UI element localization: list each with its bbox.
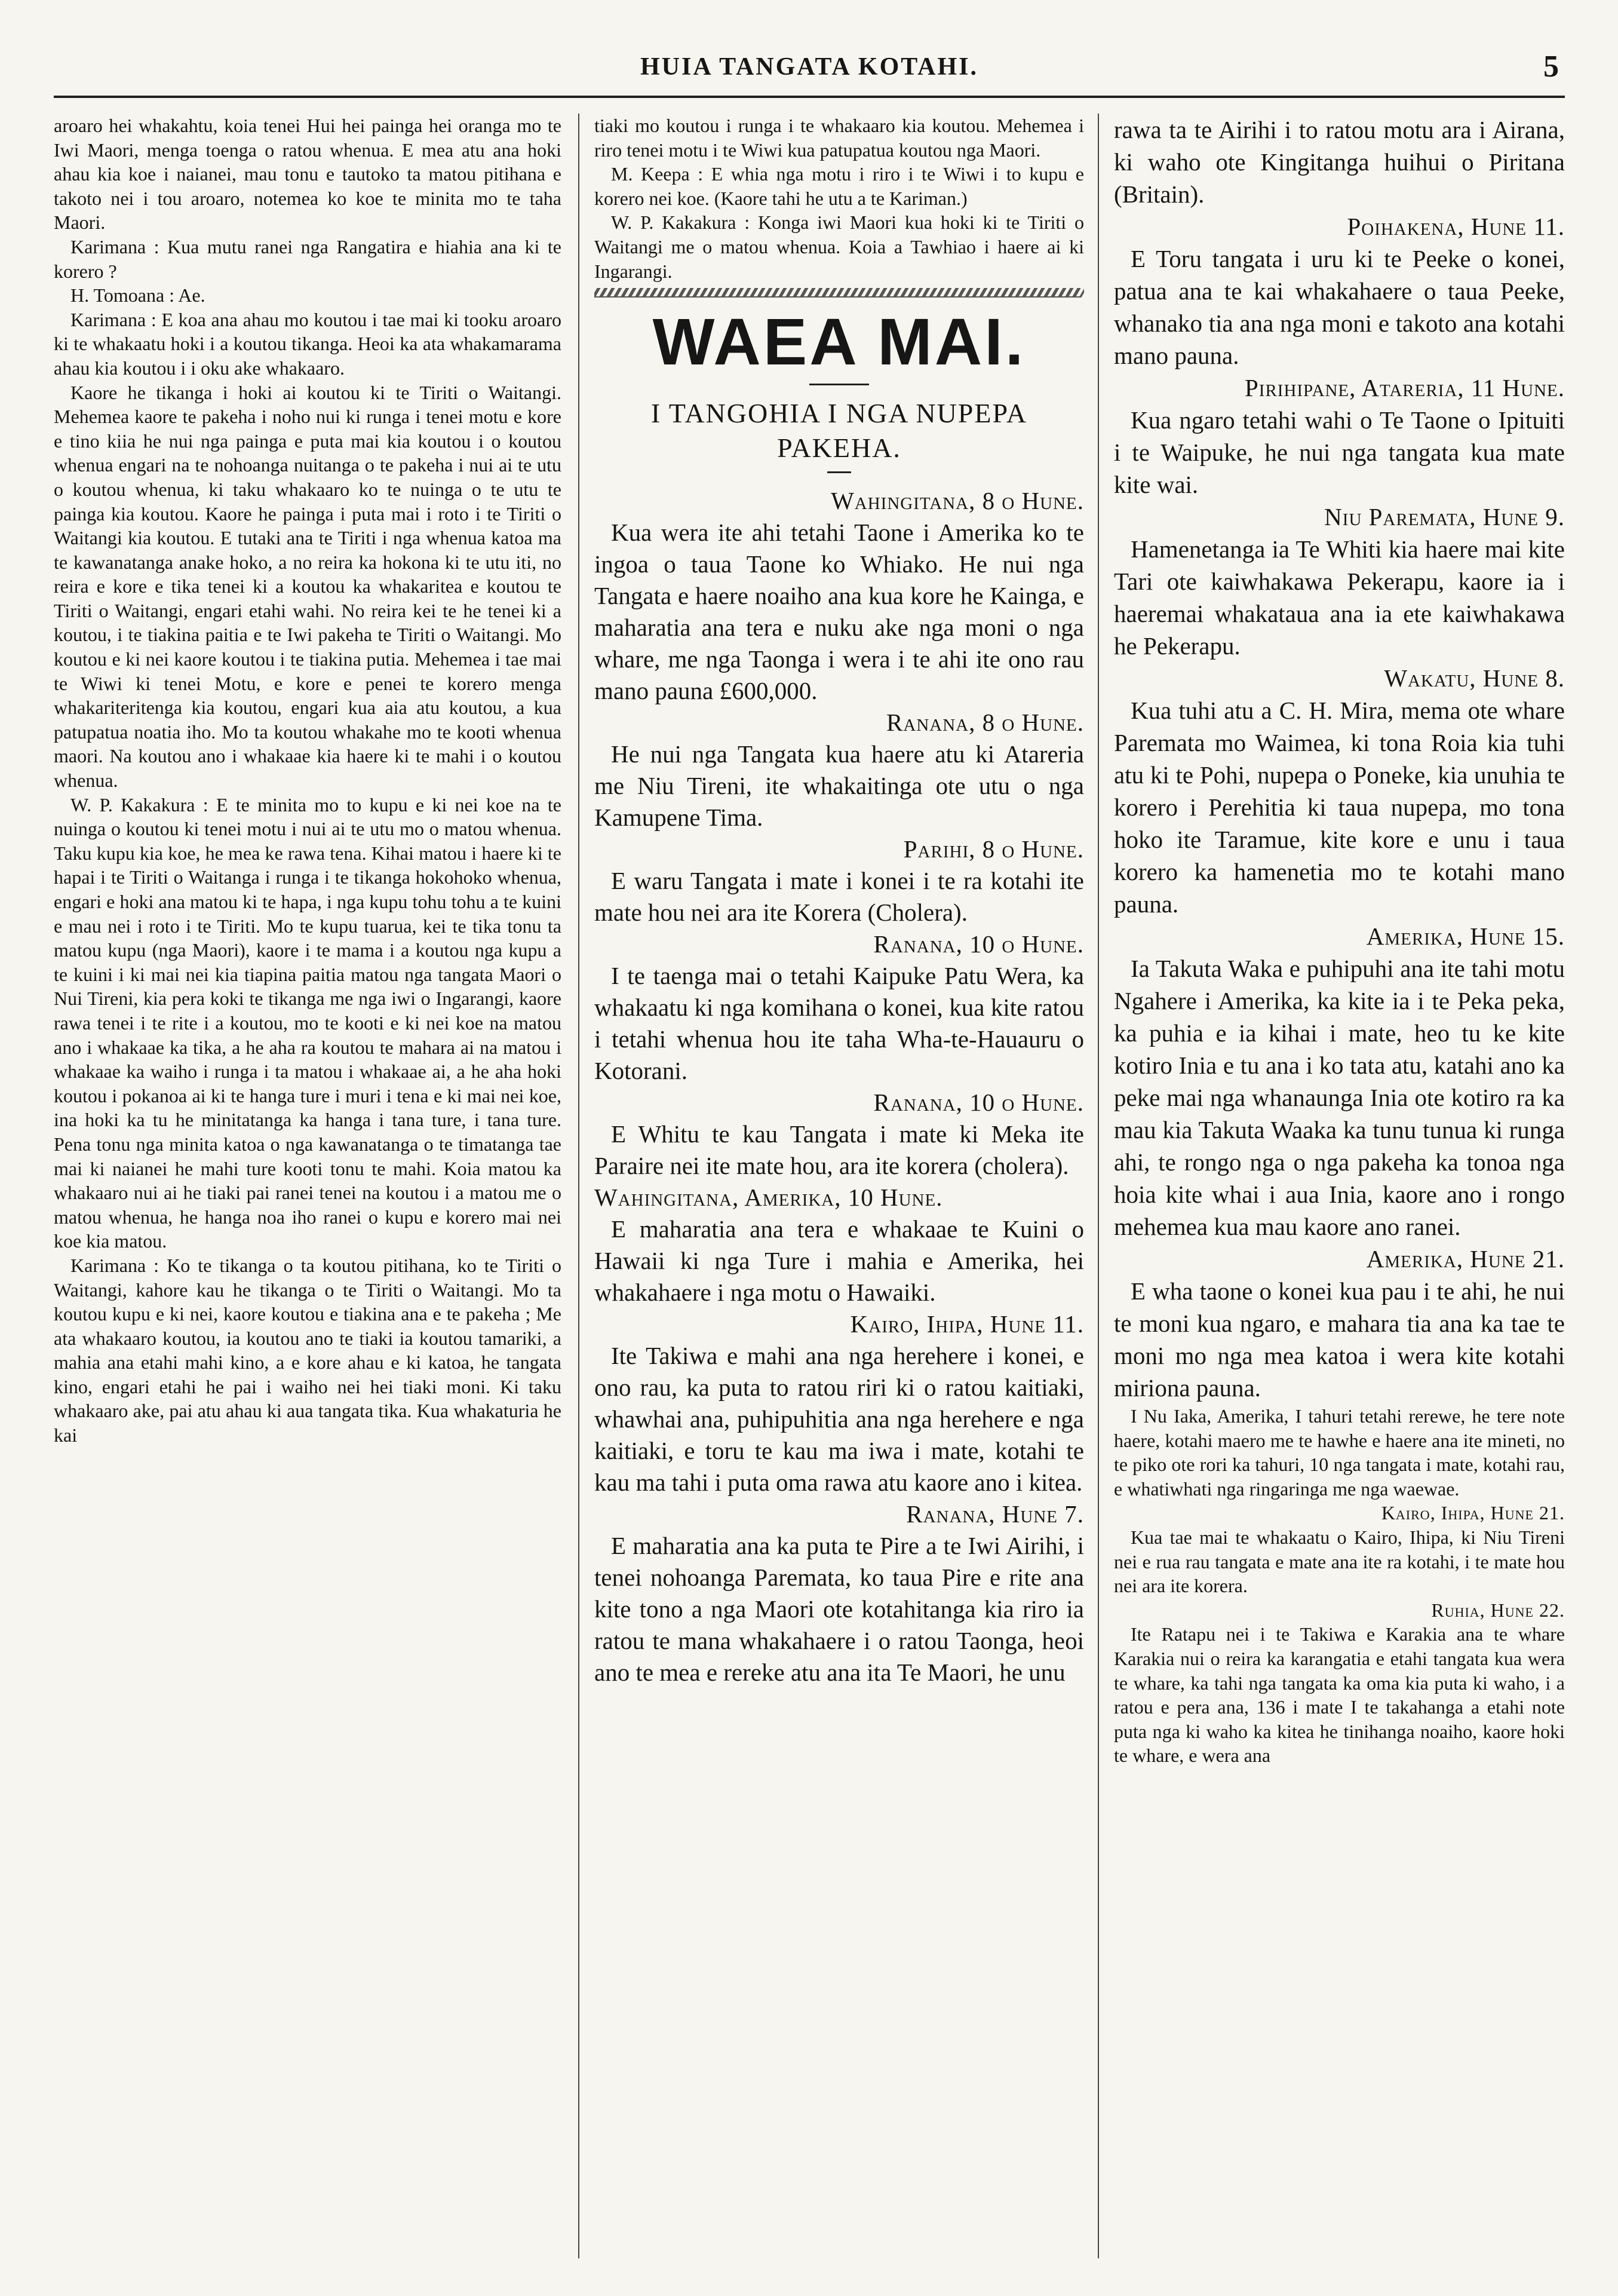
- dispatch-text: Kua tuhi atu a C. H. Mira, mema ote whare Paremata mo Waimea, ki tona Roia kia tuhi atu ki te Pohi, nupepa o Poneke, kia unuhia te korero i Perehitia ki taua nupepa, mo tona hoko ite Taramue, kite kore e unu i taua korero ka hamenetia mo te kotahi mano pauna.: [1114, 697, 1565, 918]
- article-paragraph: H. Tomoana : Ae.: [70, 284, 205, 306]
- dispatch-text: E wha taone o konei kua pau i te ahi, he nui te moni kua ngaro, e mahara tia ana ka tae te moni mo nga mea katoa i wera kite kotahi miriona pauna.: [1114, 1277, 1565, 1402]
- dispatch-dateline: Ranana, 10 o Hune.: [873, 1089, 1084, 1117]
- article-paragraph: W. P. Kakakura : E te minita mo to kupu e ki nei koe na te nuinga o koutou ki tenei motu i nui ai te utu mo o matou whenua. Taku kupu kia koe, he mea ke rawa tena. Kihai matou i haere ki te hapai i te Tiriti o Waitanga i runga i te tikanga hokohoko whenua, engari e hoki ana matou ki te hapa, i nga kupu tohu tohu a te kuini e mau nei i roto i te Tiriti. Mo te kupu tuarua, kei te tika tonu ta matou kupu (nga Maori), kaore i te mama i a koutou nga kupu a te kuini i ki mai nei kia tiapina paitia matou nga tangata Maori o Nui Tireni, kia pera koki te tikanga me nga iwi o Ingarangi, kaore rawa tenei i te rite i a koutou, mo te kooti e ki nei koe na matou ano i whakaae ka tika, a he aha ra koutou te mahara ai na matou i whakaae ka waiho i runga i ta matou i whakaae ai, a he aha hoki koutou i pokanoa ai ki te hanga ture i muri i tena e ki mai nei koe, ina hoki ka tu he minitatanga ka hanga i tana ture, i tana ture. Pena tonu nga minita katoa o nga kawanatanga o te timatanga tae mai ki naianei he mahi ture kooti tonu te mahi. Koia matou ka whakaaro nui ai he tiaki pai ranei tenei na koutou i a matou me o matou whenua, he hanga noa iho ranei o kupu e korero mai nei koe kia matou.: [54, 793, 561, 1252]
- dispatch-text: Hamenetanga ia Te Whiti kia haere mai kite Tari ote kaiwhakawa Pekerapu, kaore ia i haeremai whakataua ana ia ete kaiwhakawa he Pekerapu.: [1114, 535, 1565, 660]
- newspaper-page: [54, 36, 1565, 2270]
- article-paragraph: Karimana : Kua mutu ranei nga Rangatira e hiahia ana ki te korero ?: [54, 235, 561, 282]
- page-number: 5: [1543, 50, 1559, 84]
- subhead-rule: [827, 471, 851, 473]
- dispatch-text: Ite Ratapu nei i te Takiwa e Karakia ana te whare Karakia nui o reira ka karangatia e etahi tangata kua wera te whare, ka tahi nga tangata ka oma kia puta ki waho, i a ratou e pera ana, 136 i mate I te takahanga a etahi note puta nga ki waho ka kitea he tinihanga noaiho, kaore hoki te whare, e wera ana: [1114, 1623, 1565, 1767]
- article-paragraph: M. Keepa : E whia nga motu i riro i te Wiwi i to kupu e korero nei koe. (Kaore tahi he utu a te Kariman.): [594, 163, 1084, 209]
- article-paragraph: tiaki mo koutou i runga i te whakaaro kia koutou. Mehemea i riro tenei motu i te Wiwi kua patupatua koutou nga Maori.: [594, 115, 1084, 161]
- column-1: [54, 114, 561, 2270]
- dispatch-text: E maharatia ana tera e whakaae te Kuini o Hawaii ki nga Ture i mahia e Amerika, hei whakahaere i nga motu o Hawaiki.: [594, 1215, 1084, 1307]
- column-2: [594, 114, 1084, 2270]
- dispatch-text: E Toru tangata i uru ki te Peeke o konei, patua ana te kai whakahaere o taua Peeke, whanako tia ana nga moni e takoto ana kotahi mano pauna.: [1114, 245, 1565, 369]
- masthead-rule: [809, 384, 869, 385]
- column-divider: [578, 114, 579, 2258]
- dispatch-dateline: Wahingitana, 8 o Hune.: [831, 487, 1084, 515]
- dispatch-dateline: Ruhia, Hune 22.: [1431, 1599, 1565, 1621]
- dispatch-dateline: Kairo, Ihipa, Hune 11.: [850, 1310, 1084, 1338]
- wavy-separator: [594, 288, 1084, 298]
- dispatch-text: Ite Takiwa e mahi ana nga herehere i konei, e ono rau, ka puta to ratou riri ki o ratou kaitiaki, whawhai ana, puhipuhitia ana nga herehere e nga kaitiaki, e toru te kau ma iwa i mate, kotahi te kau ma tahi i puta oma rawa atu kaore ano i kitea.: [594, 1342, 1084, 1497]
- article-paragraph: aroaro hei whakahtu, koia tenei Hui hei painga hei oranga mo te Iwi Maori, menga toenga o ratou whenua. E mea atu ana hoki ahau kia koe i naianei, mau tonu e tautoko ta matou pitihana e takoto nei i tou aroaro, notemea ko koe te minita mo te taha Maori.: [54, 115, 561, 234]
- dispatch-text: Kua wera ite ahi tetahi Taone i Amerika ko te ingoa o taua Taone ko Whiako. He nui nga Tangata e haere noaiho ana kua kore he Kainga, e maharatia ana tera e nuku ake nga moni o nga whare, me nga Taonga i wera i te ahi ite ono rau mano pauna £600,000.: [594, 519, 1084, 705]
- dispatch-dateline: Ranana, Hune 7.: [906, 1500, 1084, 1528]
- running-title: HUIA TANGATA KOTAHI.: [640, 53, 979, 81]
- dispatch-text: E maharatia ana ka puta te Pire a te Iwi Airihi, i tenei nohoanga Paremata, ko taua Pire e rite ana kite tono a nga Maori ote kotahitanga kia riro ia ratou te mana whakahaere i o ratou Taonga, heoi ano te mea e rereke atu ana ita Te Maori, he unu: [594, 1532, 1084, 1687]
- article-paragraph: W. P. Kakakura : Konga iwi Maori kua hoki ki te Tiriti o Waitangi me o matou whenua. Koia a Tawhiao i haere ai ki Ingarangi.: [594, 211, 1084, 282]
- section-masthead: WAEA MAI.: [652, 305, 1026, 379]
- column-divider: [1098, 114, 1099, 2258]
- dispatch-dateline: Ranana, 8 o Hune.: [886, 709, 1084, 737]
- dispatch-dateline: Amerika, Hune 15.: [1366, 922, 1565, 950]
- dispatch-text: I Nu Iaka, Amerika, I tahuri tetahi rerewe, he tere note haere, kotahi maero me te hawhe e haere ana ite mineti, no te piko ote rori ka tahuri, 10 nga tangata i mate, kotahi rau, e whatiwhati nga ringaringa me nga waewae.: [1114, 1405, 1565, 1500]
- dispatch-text: I te taenga mai o tetahi Kaipuke Patu Wera, ka whakaatu ki nga komihana o konei, kua kite ratou i tetahi whenua hou ite taha Wha-te-Hauauru o Kotorani.: [594, 962, 1084, 1085]
- column-3: [1114, 114, 1565, 2270]
- section-subhead: I TANGOHIA I NGA NUPEPA PAKEHA.: [650, 398, 1028, 464]
- article-paragraph: Karimana : Ko te tikanga o ta koutou pitihana, ko te Tiriti o Waitangi, kahore kau he tikanga o te Tiriti o Waitangi. Mo ta koutou kupu e ki nei, kaore koutou e tiakina ana e te pakeha ; Me ata whakaaro koutou, ia koutou ano te tiaki ia koutou tamariki, a mahia ana etahi mahi kino, a e kore ahau e ki katoa, he tangata kino, engari etahi he pai i waiho nei hei tiaki moni. Ki taku whakaaro ake, pai atu ahau ki aua tangata tika. Kua whakaturia he kai: [54, 1254, 561, 1446]
- dispatch-dateline: Wahingitana, Amerika, 10 Hune.: [594, 1184, 943, 1212]
- dispatch-text: Kua ngaro tetahi wahi o Te Taone o Ipituiti i te Waipuke, he nui nga tangata kua mate kite wai.: [1114, 406, 1565, 498]
- dispatch-dateline: Parihi, 8 o Hune.: [903, 835, 1084, 863]
- dispatch-text: Ia Takuta Waka e puhipuhi ana ite tahi motu Ngahere i Amerika, ka kite ia i te Peka peka, ka puhia e ia kihai i mate, heo tu ke kite kotiro Inia e tu ana i ko tata atu, katahi ano ka peke mai nga whanaunga Inia ote kotiro ra ka mau kia Takuta Waaka ka tunu tunua ki runga ahi, te rongo nga o nga pakeha ka tonoa nga hoia kite whai i aua Inia, kaore ano i rongo mehemea kua mau kaore ano ranei.: [1114, 955, 1565, 1240]
- dispatch-dateline: Wakatu, Hune 8.: [1384, 664, 1565, 692]
- page-header: [54, 36, 1565, 98]
- dispatch-text: Kua tae mai te whakaatu o Kairo, Ihipa, ki Niu Tireni nei e rua rau tangata e mate ana ite ra kotahi, i te mate hou nei ara ite korera.: [1114, 1526, 1565, 1597]
- dispatch-dateline: Poihakena, Hune 11.: [1347, 213, 1565, 240]
- article-paragraph: Kaore he tikanga i hoki ai koutou ki te Tiriti o Waitangi. Mehemea kaore te pakeha i noho nui ki runga i tenei motu e kore e tino kiia he nui nga painga e puta mai kia koutou i o koutou whenua engari na te nohoanga nuitanga o te pakeha i nui ai te utu o koutou whenua, ki taku whakaaro ko te nuinga o te utu te painga kia koutou. Kaore he painga i puta mai i roto i te Tiriti o Waitangi kia koutou. E tutaki ana te Tiriti i nga whenua katoa ma te kawanatanga anake hoko, a no reira ka hokona ki te utu iti, no reira e kore e tika tenei ki a koutou ka whakaritea e koutou te Tiriti o Waitangi, engari etahi wahi. No reira kei te he tenei ki a koutou, i te tiakina paitia e te Iwi pakeha te Tiriti o Waitangi. Mo koutou e ki nei kaore koutou i te tiakina putia. Mehemea i tae mai te Wiwi ki tenei Motu, e kore e penei te korero menga whakariteritenga kia koutou, engari kua aia atu koutou, a kua patupatua noatia iho. Mo ta koutou whakahe mo te kooti whenua maori. Na koutou ano i whakaae kia haere ki te mahi i o koutou whenua.: [54, 381, 561, 792]
- dispatch-text: rawa ta te Airihi i to ratou motu ara i Airana, ki waho ote Kingitanga huihui o Piritana (Britain).: [1114, 116, 1565, 208]
- dispatch-dateline: Kairo, Ihipa, Hune 21.: [1381, 1502, 1565, 1524]
- dispatch-text: He nui nga Tangata kua haere atu ki Atareria me Niu Tireni, ite whakaitinga ote utu o nga Kamupene Tima.: [594, 740, 1084, 832]
- dispatch-dateline: Ranana, 10 o Hune.: [873, 930, 1084, 958]
- dispatch-text: E waru Tangata i mate i konei i te ra kotahi ite mate hou nei ara ite Korera (Cholera).: [594, 867, 1084, 927]
- dispatch-text: E Whitu te kau Tangata i mate ki Meka ite Paraire nei ite mate hou, ara ite korera (cholera).: [594, 1120, 1084, 1180]
- dispatch-dateline: Pirihipane, Atareria, 11 Hune.: [1245, 374, 1565, 401]
- dispatch-dateline: Niu Paremata, Hune 9.: [1324, 503, 1565, 531]
- article-paragraph: Karimana : E koa ana ahau mo koutou i tae mai ki tooku aroaro ki te whakaatu hoki i a koutou tikanga. Heoi ka ata whakamarama ahau kia koutou i i oku ake whakaaro.: [54, 308, 561, 379]
- dispatch-dateline: Amerika, Hune 21.: [1366, 1245, 1565, 1273]
